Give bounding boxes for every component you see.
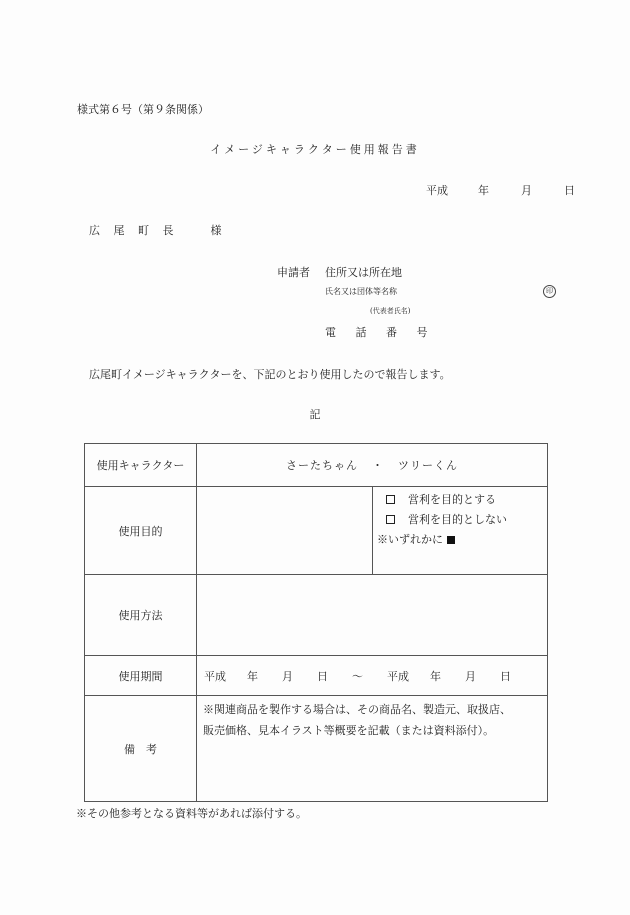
method-input[interactable] (197, 575, 548, 656)
period-start-year: 年 (247, 669, 258, 683)
period-end-month: 月 (465, 669, 476, 683)
date-era: 平成 (426, 184, 448, 197)
purpose-options (373, 487, 548, 575)
name-label: 氏名又は団体等名称 (325, 287, 397, 296)
method-label: 使用方法 (85, 575, 197, 656)
checkbox-icon[interactable] (386, 515, 395, 524)
remarks-note-line-2: 販売価格、見本イラスト等概要を記載（または資料添付）。 (203, 724, 495, 737)
purpose-note (377, 530, 547, 550)
purpose-input[interactable] (197, 487, 373, 575)
option-noncommercial-label: 営利を目的としない (408, 513, 507, 526)
purpose-label: 使用目的 (85, 487, 197, 575)
row-period (85, 656, 548, 696)
footnote: ※その他参考となる資料等があれば添付する。 (76, 807, 307, 820)
ki-heading: 記 (309, 408, 321, 421)
address-label: 住所又は所在地 (325, 266, 402, 279)
period-end-day: 日 (500, 669, 511, 683)
period-start-era: 平成 (204, 669, 226, 683)
period-end-era: 平成 (387, 669, 409, 683)
checkbox-icon[interactable] (386, 495, 395, 504)
remarks-input[interactable] (197, 696, 548, 802)
row-method (85, 575, 548, 656)
addressee: 広 尾 町 長 様 (89, 224, 227, 237)
representative-label: (代表者氏名) (370, 307, 411, 315)
date-year: 年 (478, 184, 489, 197)
report-statement: 広尾町イメージキャラクターを、下記のとおり使用したので報告します。 (89, 368, 451, 381)
filled-square-icon (447, 536, 455, 544)
form-number: 様式第６号（第９条関係） (77, 103, 209, 116)
option-noncommercial[interactable] (377, 510, 547, 530)
option-commercial[interactable] (377, 490, 547, 510)
row-character (85, 444, 548, 487)
period-input[interactable] (197, 656, 548, 696)
applicant-label: 申請者 (277, 266, 310, 279)
character-label: 使用キャラクター (85, 444, 197, 487)
character-name-2: ツリーくん (398, 459, 458, 472)
purpose-note-text: ※いずれかに (377, 533, 443, 546)
document-title: イメージキャラクター使用報告書 (210, 143, 420, 156)
date-month: 月 (521, 184, 532, 197)
submission-date (426, 182, 575, 198)
row-purpose (85, 487, 548, 575)
date-day: 日 (564, 184, 575, 197)
remarks-note-line-1: ※関連商品を製作する場合は、その商品名、製造元、取扱店、 (203, 703, 511, 716)
character-separator: ・ (372, 459, 384, 472)
period-start-month: 月 (282, 669, 293, 683)
report-table (84, 443, 548, 802)
period-end-year: 年 (430, 669, 441, 683)
character-value[interactable] (197, 444, 548, 487)
remarks-label: 備 考 (85, 696, 197, 802)
character-name-1: さーたちゃん (286, 459, 358, 472)
phone-label: 電 話 番 号 (325, 326, 436, 339)
period-start-day: 日 (317, 669, 328, 683)
period-label: 使用期間 (85, 656, 197, 696)
row-remarks (85, 696, 548, 802)
option-commercial-label: 営利を目的とする (408, 493, 496, 506)
seal-icon: 印 (543, 285, 556, 298)
period-tilde: ～ (352, 669, 363, 683)
